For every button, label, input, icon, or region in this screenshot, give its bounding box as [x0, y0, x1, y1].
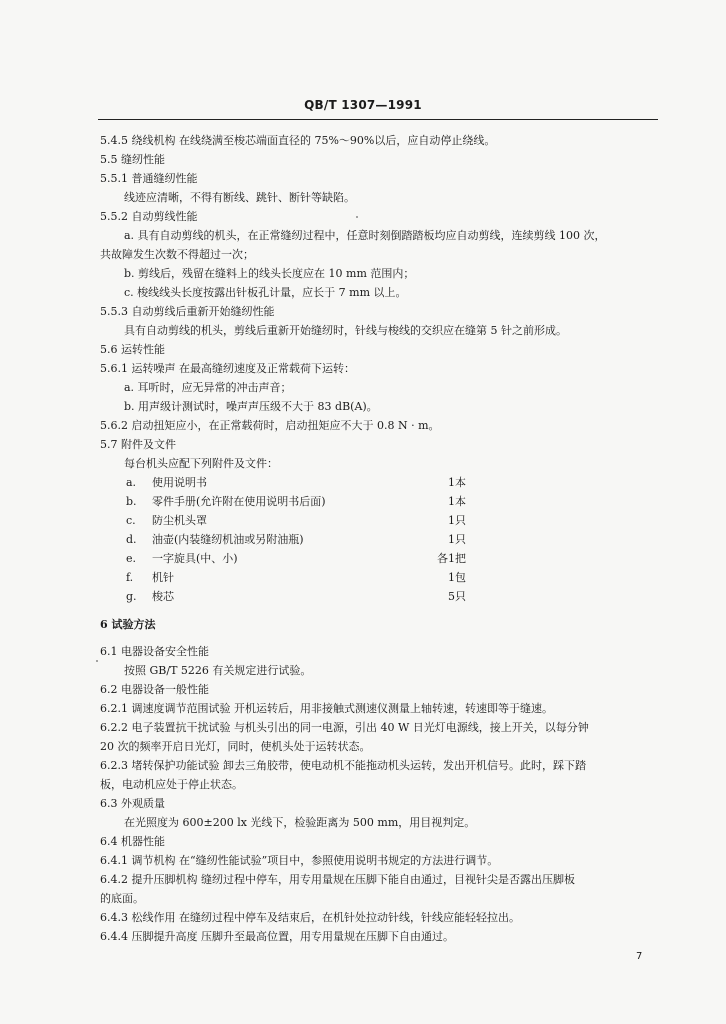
- accessory-qty: 1本: [448, 476, 466, 489]
- clause-5-7-text: 每台机头应配下列附件及文件：: [124, 457, 278, 470]
- clause-6-2-1: 6.2.1 调速度调节范围试验 开机运转后，用非接触式测速仪测量上轴转速，转速即等于缝速。: [100, 702, 553, 715]
- accessory-qty: 1包: [448, 571, 466, 584]
- clause-6-4-heading: 6.4 机器性能: [100, 835, 165, 848]
- accessory-qty: 1本: [448, 495, 466, 508]
- clause-5-5-2-item-c: c. 梭线线头长度按露出针板孔计量，应长于 7 mm 以上。: [124, 286, 407, 299]
- section-6-heading: 6 试验方法: [100, 618, 156, 631]
- clause-5-5-3-text: 具有自动剪线的机头，剪线后重新开始缝纫时，针线与梭线的交织应在缝第 5 针之前形成。: [124, 324, 567, 337]
- clause-5-5-2-item-a-line1: a. 具有自动剪线的机头，在正常缝纫过程中，任意时刻倒踏踏板均应自动剪线，连续剪线 100 次，: [124, 229, 606, 242]
- clause-5-5-3-heading: 5.5.3 自动剪线后重新开始缝纫性能: [100, 305, 275, 318]
- accessory-qty: 5只: [448, 590, 466, 603]
- clause-5-5-2-item-b: b. 剪线后，残留在缝料上的线头长度应在 10 mm 范围内；: [124, 267, 415, 280]
- clause-6-4-3: 6.4.3 松线作用 在缝纫过程中停车及结束后，在机针处拉动针线，针线应能轻轻拉出。: [100, 911, 520, 924]
- scan-speck: [96, 660, 98, 662]
- clause-5-6-1: 5.6.1 运转噪声 在最高缝纫速度及正常载荷下运转：: [100, 362, 355, 375]
- accessory-name: 油壶(内装缝纫机油或另附油瓶): [152, 533, 304, 546]
- clause-6-2-2-line1: 6.2.2 电子装置抗干扰试验 与机头引出的同一电源，引出 40 W 日光灯电源线，接上开关，以每分钟: [100, 721, 589, 734]
- accessory-letter: c.: [126, 514, 136, 527]
- clause-6-3-heading: 6.3 外观质量: [100, 797, 165, 810]
- clause-6-2-3-line2: 板，电动机应处于停止状态。: [100, 778, 243, 791]
- accessory-name: 使用说明书: [152, 476, 207, 489]
- clause-6-2-2-line2: 20 次的频率开启日光灯，同时，使机头处于运转状态。: [100, 740, 371, 753]
- clause-5-5-heading: 5.5 缝纫性能: [100, 153, 165, 166]
- accessory-name: 梭芯: [152, 590, 174, 603]
- accessory-letter: a.: [126, 476, 137, 489]
- accessory-qty: 各1把: [437, 552, 466, 565]
- clause-6-4-2-line2: 的底面。: [100, 892, 144, 905]
- clause-5-6-heading: 5.6 运转性能: [100, 343, 165, 356]
- clause-6-1-text: 按照 GB/T 5226 有关规定进行试验。: [124, 664, 312, 677]
- clause-5-6-1-item-a: a. 耳听时，应无异常的冲击声音；: [124, 381, 292, 394]
- clause-5-5-2-heading: 5.5.2 自动剪线性能: [100, 210, 198, 223]
- standard-code-header: QB/T 1307—1991: [304, 98, 422, 112]
- clause-6-1-heading: 6.1 电器设备安全性能: [100, 645, 209, 658]
- clause-6-4-1: 6.4.1 调节机构 在“缝纫性能试验”项目中，参照使用说明书规定的方法进行调节。: [100, 854, 499, 867]
- clause-5-5-2-item-a-line2: 共故障发生次数不得超过一次；: [100, 248, 254, 261]
- accessory-name: 零件手册(允许附在使用说明书后面): [152, 495, 326, 508]
- clause-6-3-text: 在光照度为 600±200 lx 光线下，检验距离为 500 mm，用目视判定。: [124, 816, 476, 829]
- scan-speck: [356, 216, 358, 218]
- header-rule: [98, 119, 658, 120]
- accessory-name: 防尘机头罩: [152, 514, 207, 527]
- clause-6-2-3-line1: 6.2.3 堵转保护功能试验 卸去三角胶带，使电动机不能拖动机头运转，发出开机信号。此时，踩下踏: [100, 759, 586, 772]
- accessory-letter: f.: [126, 571, 134, 584]
- clause-5-6-1-item-b: b. 用声级计测试时，噪声声压级不大于 83 dB(A)。: [124, 400, 378, 413]
- clause-5-6-2: 5.6.2 启动扭矩应小，在正常载荷时，启动扭矩应不大于 0.8 N · m。: [100, 419, 440, 432]
- clause-6-4-4: 6.4.4 压脚提升高度 压脚升至最高位置，用专用量规在压脚下自由通过。: [100, 930, 454, 943]
- clause-5-7-heading: 5.7 附件及文件: [100, 438, 176, 451]
- clause-5-4-5: 5.4.5 绕线机构 在线绕满至梭芯端面直径的 75%～90%以后，应自动停止绕线。: [100, 134, 496, 147]
- clause-6-4-2-line1: 6.4.2 提升压脚机构 缝纫过程中停车，用专用量规在压脚下能自由通过，目视针尖是否露出压脚板: [100, 873, 575, 886]
- accessory-name: 机针: [152, 571, 174, 584]
- accessory-letter: b.: [126, 495, 137, 508]
- clause-5-5-1-text: 线迹应清晰，不得有断线、跳针、断针等缺陷。: [124, 191, 355, 204]
- page-number: 7: [636, 951, 643, 962]
- clause-5-5-1-heading: 5.5.1 普通缝纫性能: [100, 172, 198, 185]
- accessory-name: 一字旋具(中、小): [152, 552, 238, 565]
- accessory-letter: g.: [126, 590, 137, 603]
- accessory-letter: e.: [126, 552, 137, 565]
- accessory-qty: 1只: [448, 533, 466, 546]
- accessory-qty: 1只: [448, 514, 466, 527]
- accessory-letter: d.: [126, 533, 137, 546]
- clause-6-2-heading: 6.2 电器设备一般性能: [100, 683, 209, 696]
